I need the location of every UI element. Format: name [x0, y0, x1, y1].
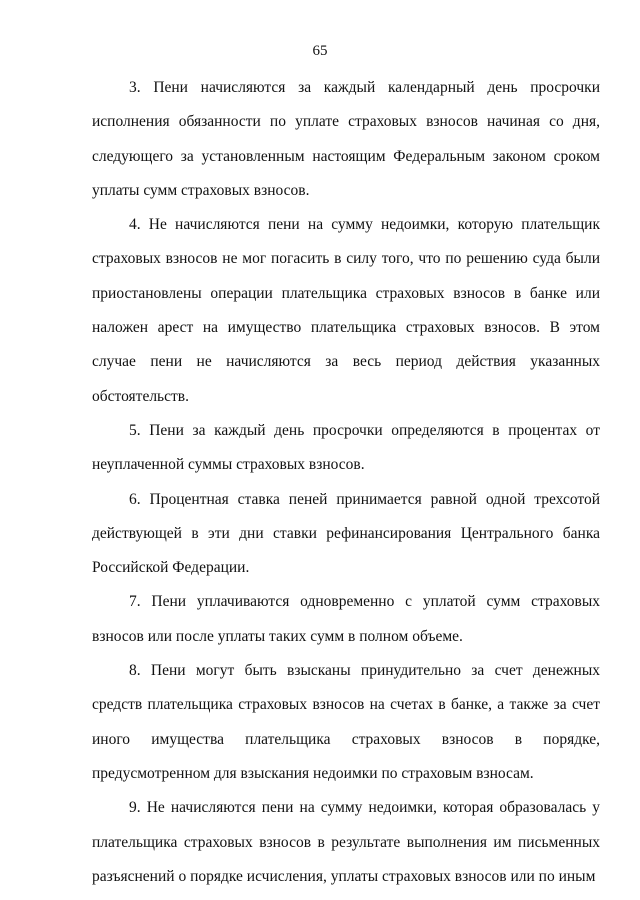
paragraph-4: 4. Не начисляются пени на сумму недоимки, которую плательщик страховых взносов не мог погасить в силу того, что по решению суда были приостановлены операции плательщика страховых взносов в банке или наложен арест на имущество плательщика страховых взносов. В этом случае пени не начисляются за весь период действия указанных обстоятельств. — [92, 216, 600, 405]
document-body — [92, 71, 600, 894]
paragraph-3: 3. Пени начисляются за каждый календарный день просрочки исполнения обязанности по уплате страховых взносов начиная со дня, следующего за установленным настоящим Федеральным законом сроком уплаты сумм страховых взносов. — [92, 79, 600, 199]
page-number: 65 — [312, 43, 328, 59]
paragraph-8: 8. Пени могут быть взысканы принудительно за счет денежных средств плательщика страховых взносов на счетах в банке, а также за счет иного имущества плательщика страховых взносов в порядке, предусмотренном для взыскания недоимки по страховым взносам. — [92, 662, 600, 782]
paragraph-7: 7. Пени уплачиваются одновременно с уплатой сумм страховых взносов или после уплаты таких сумм в полном объеме. — [92, 593, 600, 645]
paragraph-6: 6. Процентная ставка пеней принимается равной одной трехсотой действующей в эти дни ставки рефинансирования Центрального банка Российской Федерации. — [92, 490, 600, 577]
paragraph-5: 5. Пени за каждый день просрочки определяются в процентах от неуплаченной суммы страховых взносов. — [92, 421, 600, 474]
paragraph-9: 9. Не начисляются пени на сумму недоимки, которая образовалась у плательщика страховых взносов в результате выполнения им письменных разъяснений о порядке исчисления, уплаты страховых взносов или по иным — [92, 799, 600, 885]
